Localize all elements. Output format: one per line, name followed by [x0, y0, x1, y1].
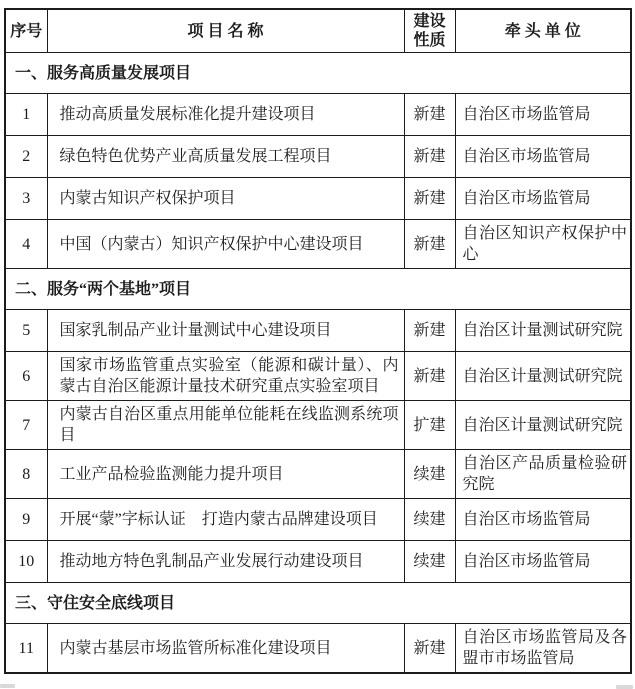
section-title: 一、服务高质量发展项目 — [5, 53, 631, 94]
table-row — [5, 499, 631, 541]
cell-lead-unit: 自治区知识产权保护中心 — [455, 220, 631, 269]
table-row — [5, 352, 631, 401]
cell-construction-nature: 新建 — [404, 94, 455, 136]
cell-construction-nature: 续建 — [404, 450, 455, 499]
cell-index: 4 — [5, 220, 47, 269]
cell-construction-nature: 续建 — [404, 541, 455, 583]
section-row — [5, 583, 631, 624]
table-row — [5, 178, 631, 220]
header-index: 序号 — [5, 9, 47, 53]
table-body — [5, 53, 631, 674]
table-row — [5, 401, 631, 450]
cell-index: 10 — [5, 541, 47, 583]
cell-construction-nature: 续建 — [404, 499, 455, 541]
cell-lead-unit: 自治区市场监管局 — [455, 541, 631, 583]
cell-construction-nature: 新建 — [404, 136, 455, 178]
cell-project-name: 内蒙古知识产权保护项目 — [47, 178, 404, 220]
table-row — [5, 450, 631, 499]
cell-lead-unit: 自治区产品质量检验研究院 — [455, 450, 631, 499]
cell-construction-nature: 新建 — [404, 220, 455, 269]
header-lead-unit: 牵 头 单 位 — [455, 9, 631, 53]
cell-index: 8 — [5, 450, 47, 499]
cell-index: 1 — [5, 94, 47, 136]
table-header-row — [5, 9, 631, 53]
cell-project-name: 工业产品检验监测能力提升项目 — [47, 450, 404, 499]
table-row — [5, 541, 631, 583]
table-row — [5, 94, 631, 136]
table-row — [5, 310, 631, 352]
cell-index: 11 — [5, 624, 47, 674]
section-title: 三、守住安全底线项目 — [5, 583, 631, 624]
cell-index: 5 — [5, 310, 47, 352]
cell-lead-unit: 自治区计量测试研究院 — [455, 352, 631, 401]
cell-project-name: 内蒙古基层市场监管所标准化建设项目 — [47, 624, 404, 674]
cell-index: 7 — [5, 401, 47, 450]
cell-lead-unit: 自治区计量测试研究院 — [455, 401, 631, 450]
cell-project-name: 推动地方特色乳制品产业发展行动建设项目 — [47, 541, 404, 583]
cell-lead-unit: 自治区市场监管局 — [455, 136, 631, 178]
cell-project-name: 中国（内蒙古）知识产权保护中心建设项目 — [47, 220, 404, 269]
cell-project-name: 内蒙古自治区重点用能单位能耗在线监测系统项目 — [47, 401, 404, 450]
cell-construction-nature: 新建 — [404, 310, 455, 352]
cell-project-name: 绿色特色优势产业高质量发展工程项目 — [47, 136, 404, 178]
page-edge-artifact-left — [0, 684, 15, 688]
page-edge-artifact-right — [616, 685, 633, 689]
cell-construction-nature: 新建 — [404, 624, 455, 674]
project-table — [4, 8, 632, 674]
table-row — [5, 136, 631, 178]
cell-index: 2 — [5, 136, 47, 178]
cell-lead-unit: 自治区市场监管局 — [455, 94, 631, 136]
cell-lead-unit: 自治区市场监管局 — [455, 178, 631, 220]
section-title: 二、服务“两个基地”项目 — [5, 269, 631, 310]
header-construction-nature: 建设性质 — [404, 9, 455, 53]
cell-project-name: 开展“蒙”字标认证 打造内蒙古品牌建设项目 — [47, 499, 404, 541]
cell-index: 3 — [5, 178, 47, 220]
section-row — [5, 269, 631, 310]
cell-index: 9 — [5, 499, 47, 541]
cell-project-name: 国家市场监管重点实验室（能源和碳计量）、内蒙古自治区能源计量技术研究重点实验室项目 — [47, 352, 404, 401]
cell-project-name: 国家乳制品产业计量测试中心建设项目 — [47, 310, 404, 352]
section-row — [5, 53, 631, 94]
cell-construction-nature: 新建 — [404, 178, 455, 220]
cell-construction-nature: 扩建 — [404, 401, 455, 450]
cell-construction-nature: 新建 — [404, 352, 455, 401]
table-row — [5, 624, 631, 674]
table-row — [5, 220, 631, 269]
cell-lead-unit: 自治区市场监管局 — [455, 499, 631, 541]
cell-project-name: 推动高质量发展标准化提升建设项目 — [47, 94, 404, 136]
cell-lead-unit: 自治区计量测试研究院 — [455, 310, 631, 352]
cell-index: 6 — [5, 352, 47, 401]
header-project-name: 项 目 名 称 — [47, 9, 404, 53]
cell-lead-unit: 自治区市场监管局及各盟市市场监管局 — [455, 624, 631, 674]
